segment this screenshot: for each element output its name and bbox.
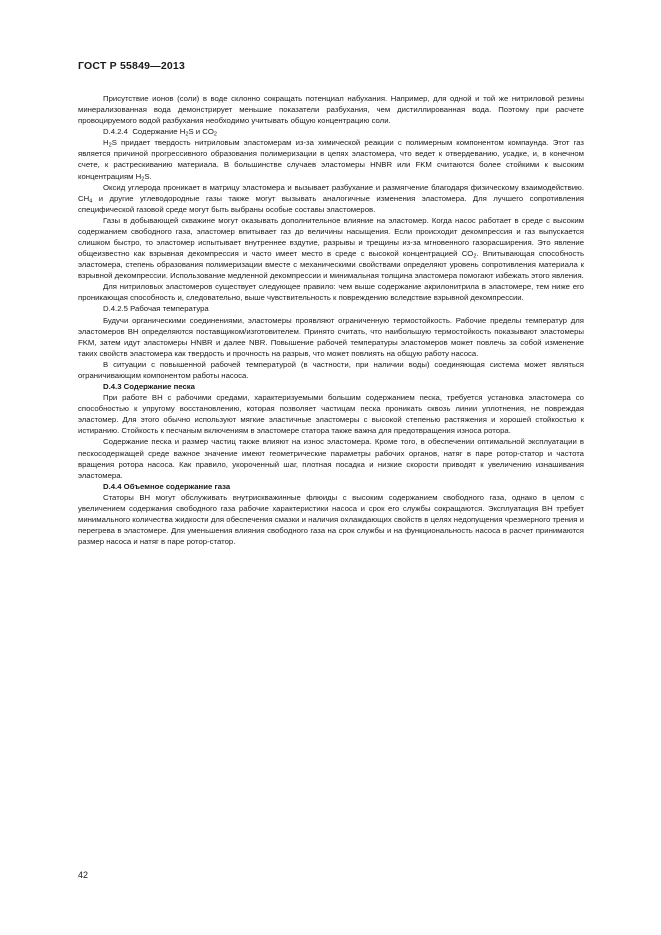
subscript: 2 <box>473 253 477 260</box>
paragraph-nitrile-rule: Для нитриловых эластомеров существует следующее правило: чем выше содержание акрилонитрила в эластомере, тем ниже его проникающая способность и, следовательно, выше чувствительность к повреждению вследствие взрывной декомпрессии. <box>78 282 584 303</box>
paragraph-bonding-system: В ситуации с повышенной рабочей температурой (в частности, при наличии воды) соединяющая система может являться ограничивающим компонентом работы насоса. <box>78 359 584 380</box>
subscript: 2 <box>108 142 112 149</box>
text-part: H <box>103 138 109 148</box>
text-part: Оксид углерода проникает в матрицу эластомера и вызывает разбухание и размягчение благодаря физическому взаимодействию. CH <box>78 182 584 203</box>
text-part: Газы в добывающей скважине могут оказывать дополнительное влияние на эластомер. Когда насос работает в среде с высоким содержанием свободного газа, эластомер впитывает газ до величины насыщения. Если происходит декомпрессия и газ выпускается слишком быстро, то эластомер испытывает внутреннее вздутие, разрывы и трещины из-за мгновенного газорасширения. Это явление общеизвестно как взрывная декомпрессия и часто имеет место в среде с высокой концентрацией CO <box>78 215 584 259</box>
document-header: ГОСТ Р 55849—2013 <box>78 60 186 72</box>
subscript: 4 <box>89 198 93 205</box>
text-part: . Впитывающая способность эластомера, степень образования полимеризации вместе с механическими свойствами определяют уровень сопротивления материала к взрывной декомпрессии. Использование медленной декомпрессии и минимальная толщина эластомера помогают избежать этого явления. <box>78 249 584 281</box>
section-number: D.4.2.4 <box>103 127 128 137</box>
paragraph-well-gases <box>78 215 584 281</box>
subscript: 2 <box>213 131 218 138</box>
section-heading-d44: D.4.4 Объемное содержание газа <box>103 481 231 491</box>
section-heading-d43: D.4.3 Содержание песка <box>103 382 195 392</box>
heading-text-part: Содержание H <box>132 127 186 137</box>
paragraph-sand-content: При работе ВН с рабочими средами, характеризуемыми большим содержанием песка, требуется установка эластомера со способностью к упругому восстановлению, которая позволяет частицам песка проникать сквозь линии уплотнения, не повреждая эластомер. Для этого обычно используют мягкие эластичные эластомеры с высокой степенью растяжения и хорошей стойкостью к истиранию. Стойкость к песчаным включениям в эластомере статора также важна для предотвращения износа ротора. <box>78 393 584 436</box>
text-part: S придает твердость нитриловым эластомерам из-за химической реакции с полимерным компонентом компаунда. Этот газ является причиной прогрессивного образования полимеризации в цепях эластомера, что ведет к отвердеванию, усадке, и, в конечном счете, к растрескиванию материала. В большинстве случаев эластомеры HNBR или FKM считаются более стойкими к высоким концентрациям H <box>78 138 584 181</box>
subscript: 2 <box>185 131 189 138</box>
paragraph-gas-volume: Статоры ВН могут обслуживать внутрискважинные флюиды с высоким содержанием свободного газа, однако в целом с увеличением содержания свободного газа рабочие характеристики насоса и срок его службы сокращаются. Эксплуатация ВН требует минимального количества жидкости для обеспечения смазки и наличия охлаждающих свойств в целях недопущения чрезмерного трения и перегрева в эластомере. Для уменьшения влияния свободного газа на срок службы и на функциональность насоса в расчет принимаются размер насоса и натяг в паре ротор-статор. <box>78 492 584 547</box>
subscript: 2 <box>141 176 145 183</box>
section-heading-d425: D.4.2.5 Рабочая температура <box>103 304 209 314</box>
page-number: 42 <box>78 870 89 880</box>
paragraph-carbon-oxide <box>78 182 584 215</box>
text-part: и другие углеводородные газы также могут вызывать аналогичные изменения эластомера. Для лучшего сопротивления специфической газовой среде могут быть выбраны особые составы эластомеров. <box>78 193 584 214</box>
heading-text-part: S и CO <box>188 127 214 137</box>
section-heading-d424 <box>78 126 584 137</box>
text-part: S. <box>144 171 152 181</box>
paragraph-h2s <box>78 137 584 181</box>
paragraph-temperature: Будучи органическими соединениями, эластомеры проявляют ограниченную термостойкость. Рабочие пределы температур для эластомеров ВН определяются поставщиком/изготовителем. Принято считать, что наибольшую термостойкость показывают эластомеры FKM, затем идут эластомеры HNBR и далее NBR. Повышение рабочей температуры эластомеров может повлечь за собой изменение таких свойств эластомера как твердость и прочность на разрыв, что может повлиять на общую работу насоса. <box>78 315 584 358</box>
paragraph-sand-wear: Содержание песка и размер частиц также влияют на износ эластомера. Кроме того, в обеспечении оптимальной эксплуатации в пескосодержащей среде важное значение имеют геометрические параметры рабочих органов, натяг в паре ротор-статор и частота вращения ротора насоса. Как правило, укороченный шаг, плотная посадка и низкие скорости приводят к увеличению изнашивания эластомера. <box>78 437 584 480</box>
paragraph-salt-ions: Присутствие ионов (соли) в воде склонно сокращать потенциал набухания. Например, для одной и той же нитриловой резины минерализованная вода демонстрирует меньшие показатели разбухания, чем дистиллированная вода. Поэтому при расчете провоцируемого водой разбухания необходимо учитывать общую концентрацию соли. <box>78 94 584 126</box>
document-body <box>78 93 584 547</box>
